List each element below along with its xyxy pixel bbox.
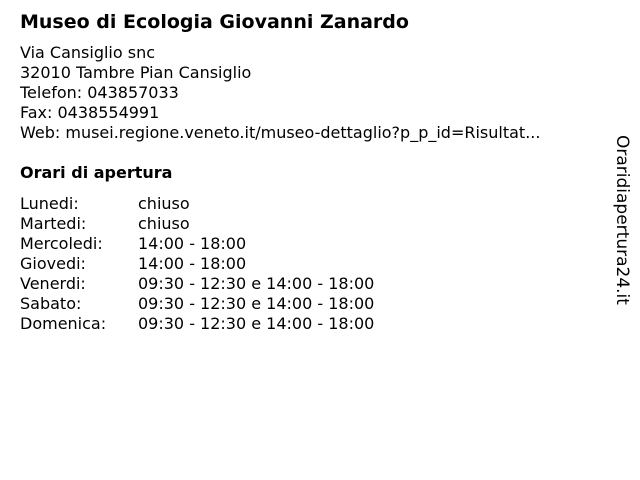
day-label: Mercoledi: <box>20 234 103 253</box>
hours-row-sunday <box>20 314 374 334</box>
time-value: 09:30 - 12:30 e 14:00 - 18:00 <box>138 274 375 293</box>
day-label: Sabato: <box>20 294 82 313</box>
phone-number: Telefon: 043857033 <box>20 83 179 102</box>
hours-row-saturday <box>20 294 374 314</box>
website-link[interactable]: Web: musei.regione.veneto.it/museo-dettaglio?p_p_id=Risultat... <box>20 123 541 142</box>
time-value: 09:30 - 12:30 e 14:00 - 18:00 <box>138 294 375 313</box>
hours-row-thursday <box>20 254 374 274</box>
day-label: Lunedi: <box>20 194 79 213</box>
hours-row-tuesday <box>20 214 374 234</box>
day-label: Domenica: <box>20 314 107 333</box>
fax-number: Fax: 0438554991 <box>20 103 160 122</box>
hours-row-wednesday <box>20 234 374 254</box>
site-brand-vertical: Oraridiapertura24.it <box>612 135 632 305</box>
opening-hours-table <box>20 194 374 334</box>
museum-title: Museo di Ecologia Giovanni Zanardo <box>20 11 409 33</box>
time-value: chiuso <box>138 214 190 233</box>
hours-row-monday <box>20 194 374 214</box>
time-value: 09:30 - 12:30 e 14:00 - 18:00 <box>138 314 375 333</box>
street-address: Via Cansiglio snc <box>20 43 156 62</box>
address-block <box>20 43 540 143</box>
time-value: 14:00 - 18:00 <box>138 234 247 253</box>
day-label: Martedi: <box>20 214 87 233</box>
city-address: 32010 Tambre Pian Cansiglio <box>20 63 252 82</box>
day-label: Giovedi: <box>20 254 86 273</box>
opening-hours-heading: Orari di apertura <box>20 163 173 182</box>
time-value: chiuso <box>138 194 190 213</box>
day-label: Venerdi: <box>20 274 86 293</box>
time-value: 14:00 - 18:00 <box>138 254 247 273</box>
hours-row-friday <box>20 274 374 294</box>
